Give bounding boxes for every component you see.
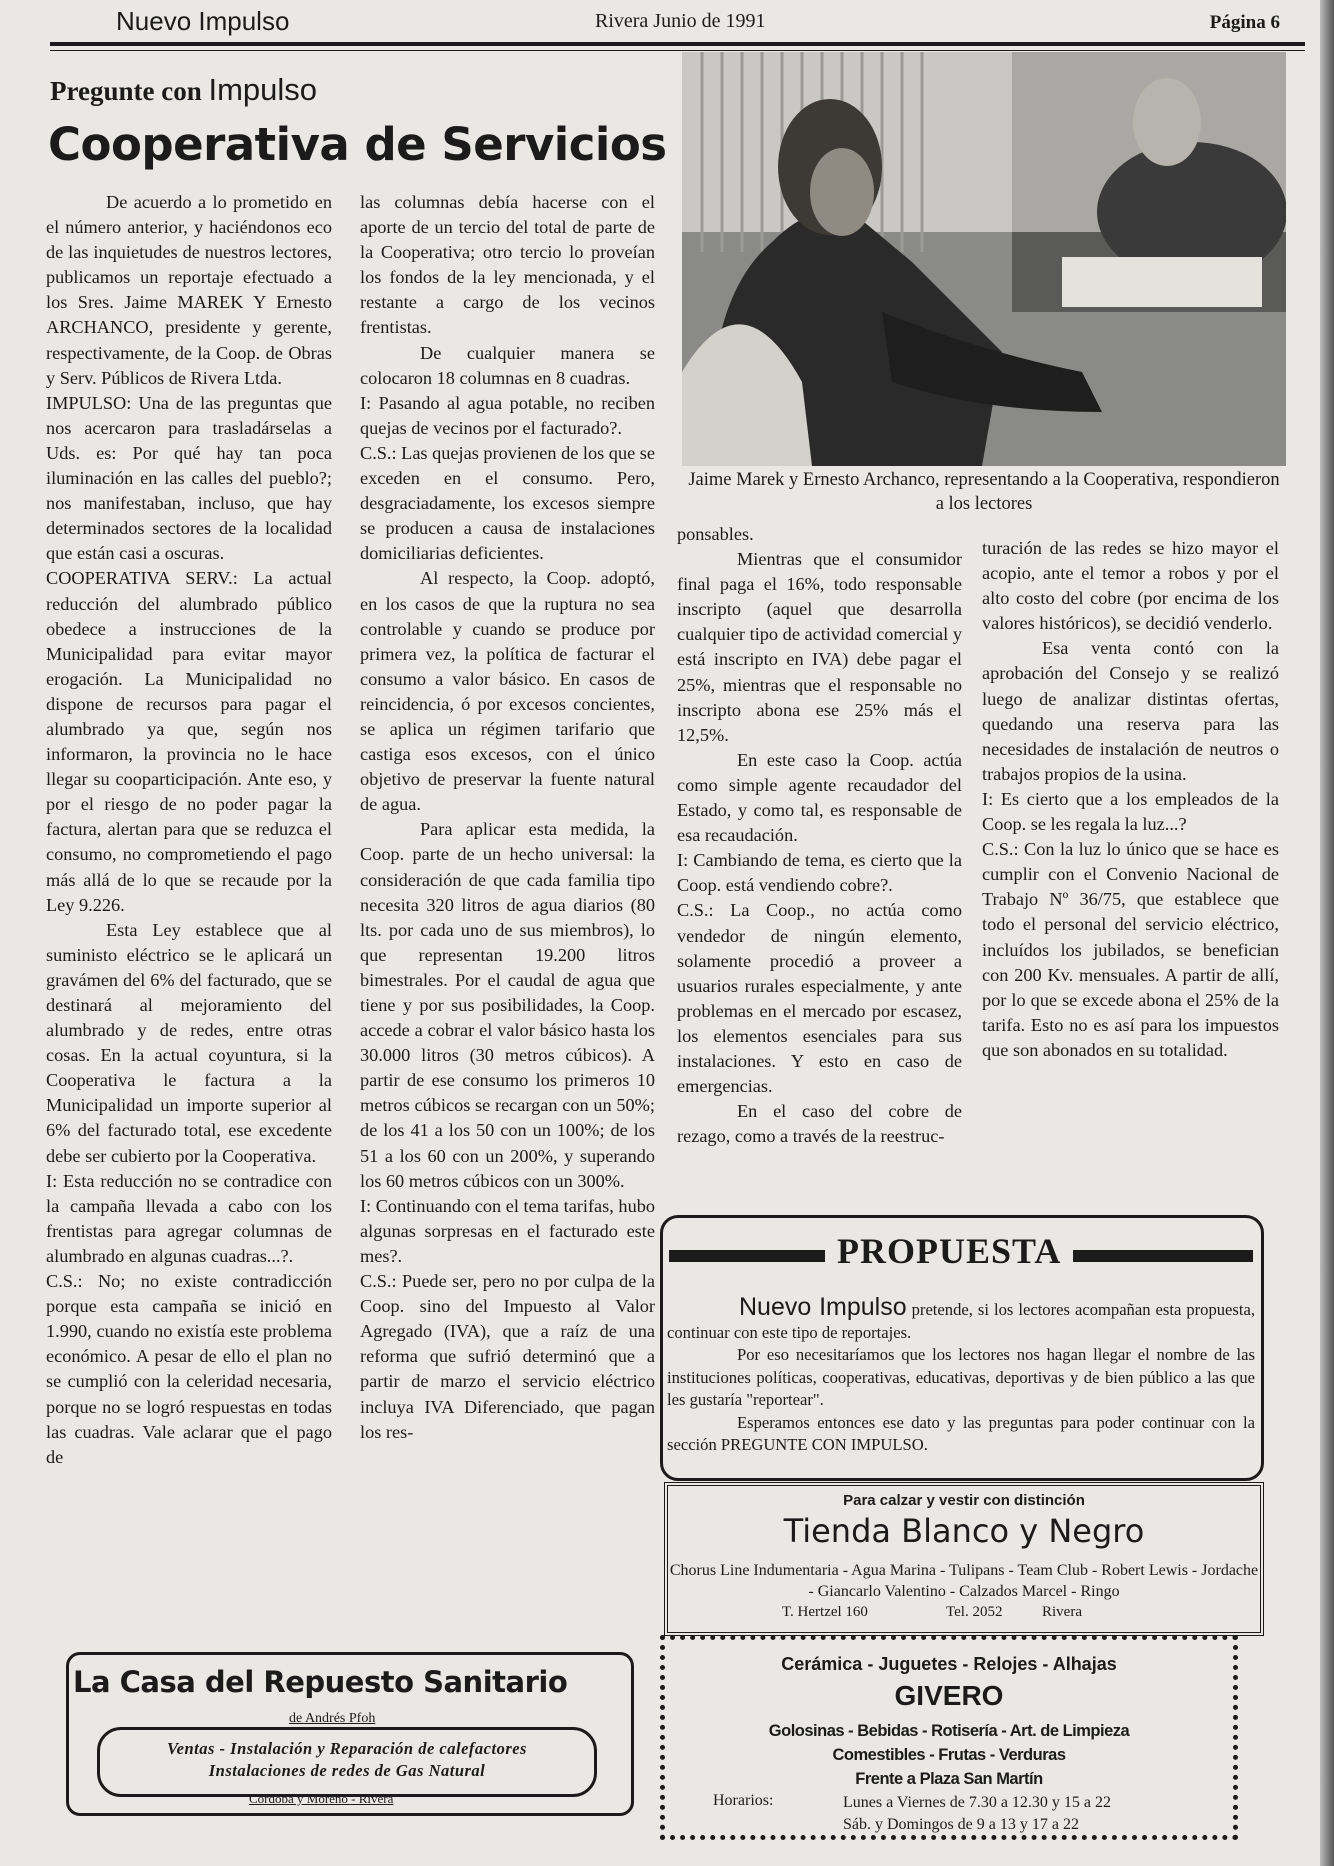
paragraph: Esta Ley establece que al suministo eléctrico se le aplicará un gravámen del 6% del facturado, que se destinará al mejoramiento del alumbrado y de redes, entre otras cosas. En la actual coyuntura, si la Cooperativa le factura a la Municipalidad un importe superior al 6% del facturado total, ese excedente debe ser cubierto por la Cooperativa.	[46, 919, 332, 1166]
repuesto-services	[100, 1738, 594, 1782]
givero-ad	[660, 1635, 1238, 1840]
paragraph: ponsables.	[677, 524, 754, 544]
page-number: Página 6	[1209, 12, 1280, 33]
paragraph: I: Cambiando de tema, es cierto que la Coop. está vendiendo cobre?.	[677, 850, 962, 896]
givero-hours	[843, 1792, 1111, 1836]
tienda-tagline: Para calzar y vestir con distinción	[843, 1492, 1085, 1509]
paragraph: las columnas debía hacerse con el aporte de un tercio del total de parte de la Cooperativa; otro tercio lo proveían los fondos de la ley mencionada, y el restante a cargo de los vecinos frentistas.	[360, 192, 655, 338]
paragraph: En el caso del cobre de rezago, como a través de la reestruc-	[677, 1101, 962, 1147]
header-rule-thin	[50, 50, 1305, 51]
paragraph: C.S.: No; no existe contradicción porque esta campaña se inició en 1.990, cuando no existía este problema económico. A pesar de ello el plan no se cumplió con la celeridad necesaria, porque no se logró respuestas en todas las cuadras. Vale aclarar que el pago de	[46, 1271, 332, 1467]
tienda-phone: Tel. 2052	[946, 1604, 1003, 1620]
tienda-brands: Chorus Line Indumentaria - Agua Marina - Tulipans - Team Club - Robert Lewis - Jordache - Giancarlo Valentino - Calzados Marcel - Ringo	[669, 1562, 1259, 1600]
repuesto-name: La Casa del Repuesto Sanitario	[73, 1665, 568, 1699]
paragraph: I: Continuando con el tema tarifas, hubo algunas sorpresas en el facturado este mes?.	[360, 1195, 655, 1266]
kicker-prefix: Pregunte con	[50, 76, 202, 106]
givero-hours-weekend: Sáb. y Domingos de 9 a 13 y 17 a 22	[843, 1816, 1079, 1833]
repuesto-services-box	[97, 1727, 597, 1797]
paragraph: De cualquier manera se colocaron 18 columnas en 8 cuadras.	[360, 342, 655, 388]
propuesta-title: PROPUESTA	[825, 1230, 1073, 1272]
propuesta-brand: Nuevo Impulso	[739, 1293, 907, 1321]
article-column-4	[982, 536, 1279, 1063]
givero-products-1: Golosinas - Bebidas - Rotisería - Art. de Limpieza	[768, 1722, 1130, 1740]
tienda-city: Rivera	[1042, 1604, 1082, 1620]
paragraph: I: Es cierto que a los empleados de la Coop. se les regala la luz...?	[982, 788, 1279, 835]
paragraph: C.S.: Las quejas provienen de los que se exceden en el consumo. Pero, desgraciadamente, los excesos siempre se producen a causa de instalaciones domiciliarias deficientes.	[360, 442, 655, 564]
tienda-ad	[664, 1482, 1264, 1636]
repuesto-address: Córdoba y Moreno - Rivera	[249, 1791, 394, 1806]
article-column-3	[677, 522, 962, 1149]
binding-edge	[1320, 0, 1334, 1866]
paragraph: IMPULSO: Una de las preguntas que nos acercaron para trasladárselas a Uds. es: Por qué hay tan poca iluminación en las calles del pueblo?; nos manifestaban, incluso, que hay determinados sectores de la localidad que están casi a oscuras.	[46, 392, 332, 564]
repuesto-services-1: Ventas - Instalación y Reparación de calefactores	[167, 1739, 527, 1758]
article-column-2	[360, 190, 655, 1445]
kicker-brand: Impulso	[208, 72, 318, 107]
photo-illustration	[682, 52, 1286, 466]
paragraph: En este caso la Coop. actúa como simple agente recaudador del Estado, y como tal, es responsable de esa recaudación.	[677, 749, 962, 846]
repuesto-services-2: Instalaciones de redes de Gas Natural	[208, 1761, 486, 1780]
issue-date: Rivera Junio de 1991	[595, 10, 766, 32]
givero-hours-weekday: Lunes a Viernes de 7.30 a 12.30 y 15 a 22	[843, 1794, 1112, 1811]
paragraph: C.S.: Con la luz lo único que se hace es cumplir con el Convenio Nacional de Trabajo Nº 36/75, que establece que todo el personal del servicio eléctrico, incluídos los jubilados, se benefician con 200 Kv. mensuales. A partir de allí, por lo que se excede abona el 25% de la tarifa. Esto no es así para los impuestos que son abonados en su totalidad.	[982, 839, 1279, 1060]
paragraph: COOPERATIVA SERV.: La actual reducción del alumbrado público obedece a instrucciones de la Municipalidad para evitar mayor erogación. La Municipalidad no dispone de recursos para pagar el alumbrado ya que, según nos informaron, la provincia no le hace llegar su cooparticipación. Ante eso, y por el riesgo de no poder pagar la factura, alertan para que se reduzca el consumo, no comprometiendo el pago más allá de lo que se recaude por la Ley 9.226.	[46, 568, 332, 915]
section-kicker	[50, 72, 317, 108]
paragraph: Al respecto, la Coop. adoptó, en los casos de que la ruptura no sea controlable y cuando se produce por primera vez, la política de facturar el consumo a valor básico. En casos de reincidencia, ó por excesos concientes, se aplica un régimen tarifario que castiga esos excesos, con el único objetivo de preservar la fuente natural de agua.	[360, 568, 655, 815]
givero-products-2: Comestibles - Frutas - Verduras	[832, 1746, 1066, 1764]
paragraph: I: Pasando al agua potable, no reciben quejas de vecinos por el facturado?.	[360, 392, 655, 438]
repuesto-owner: de Andrés Pfoh	[289, 1711, 376, 1726]
givero-location: Frente a Plaza San Martín	[855, 1770, 1043, 1788]
propuesta-paragraph-2: Por eso necesitaríamos que los lectores nos hagan llegar el nombre de las instituciones políticas, cooperativas, educativas, deportivas y de bien público a las que les gustaría "reportear".	[667, 1345, 1255, 1409]
paragraph: Esa venta contó con la aprobación del Consejo y se realizó luego de analizar distintas ofertas, quedando una reserva para las necesidades de instalación de neutros o trabajos propios de la usina.	[982, 638, 1279, 784]
repuesto-ad	[66, 1652, 634, 1816]
paragraph: C.S.: Puede ser, pero no por culpa de la Coop. sino del Impuesto al Valor Agregado (IVA), que a raíz de una reforma que sufrió determinó que a partir de marzo el servicio eléctrico incluya IVA Diferenciado, que pagan los res-	[360, 1271, 655, 1442]
givero-hours-label: Horarios:	[713, 1792, 774, 1809]
article-column-1	[46, 190, 332, 1470]
paragraph: Para aplicar esta medida, la Coop. parte de un hecho universal: la consideración de que cada familia tipo necesita 320 litros de agua diarios (80 lts. por cada uno de sus miembros), lo que representan 19.200 litros bimestrales. Por el caudal de agua que tiene y por sus posibilidades, la Coop. accede a cobrar el valor básico hasta los 30.000 litros (30 metros cúbicos). A partir de ese consumo los primeros 10 metros cúbicos se recargan con un 50%; de los 41 a los 50 con un 100%; de los 51 a los 60 con un 200%, y superando los 60 metros cúbicos con un 300%.	[360, 819, 655, 1191]
givero-name: GIVERO	[894, 1680, 1004, 1711]
propuesta-paragraph-1	[667, 1293, 1255, 1344]
article-headline: Cooperativa de Servicios	[48, 118, 667, 171]
photo-caption: Jaime Marek y Ernesto Archanco, representando a la Cooperativa, respondieron a los lectores	[688, 470, 1280, 514]
paragraph: De acuerdo a lo prometido en el número anterior, y haciéndonos eco de las inquietudes de nuestros lectores, publicamos un reportaje efectuado a los Sres. Jaime MAREK Y Ernesto ARCHANCO, presidente y gerente, respectivamente, de la Coop. de Obras y Serv. Públicos de Rivera Ltda.	[46, 192, 332, 388]
interview-photo	[682, 52, 1286, 466]
publication-name: Nuevo Impulso	[116, 6, 290, 36]
paragraph: Mientras que el consumidor final paga el 16%, todo responsable inscripto (aquel que desarrolla cualquier tipo de actividad comercial y está inscripto en IVA) debe pagar el 25%, mientras que el responsable no inscripto abona ese 25% más el 12,5%.	[677, 549, 962, 745]
propuesta-p1-text: pretende, si los lectores acompañan esta propuesta, continuar con este tipo de reportajes.	[667, 1300, 1255, 1342]
propuesta-text	[667, 1293, 1255, 1457]
propuesta-paragraph-3: Esperamos entonces ese dato y las preguntas para poder continuar con la sección PREGUNTE CON IMPULSO.	[667, 1412, 1255, 1454]
givero-categories: Cerámica - Juguetes - Relojes - Alhajas	[781, 1654, 1117, 1674]
tienda-address: T. Hertzel 160	[782, 1604, 868, 1620]
propuesta-box	[660, 1215, 1264, 1481]
paragraph: C.S.: La Coop., no actúa como vendedor de ningún elemento, solamente procedió a proveer a usuarios rurales especialmente, y ante problemas en el mercado por escasez, los elementos esenciales para sus instalaciones. Y esto en caso de emergencias.	[677, 900, 962, 1097]
paragraph: I: Esta reducción no se contradice con la campaña llevada a cabo con los frentistas para agregar columnas de alumbrado en algunas cuadras...?.	[46, 1170, 332, 1266]
page-header	[50, 4, 1300, 40]
paragraph: turación de las redes se hizo mayor el acopio, ante el temor a robos y por el alto costo del cobre (por encima de los valores históricos), se decidió venderlo.	[982, 538, 1279, 634]
tienda-name: Tienda Blanco y Negro	[783, 1512, 1145, 1550]
header-rule-thick	[50, 42, 1305, 46]
